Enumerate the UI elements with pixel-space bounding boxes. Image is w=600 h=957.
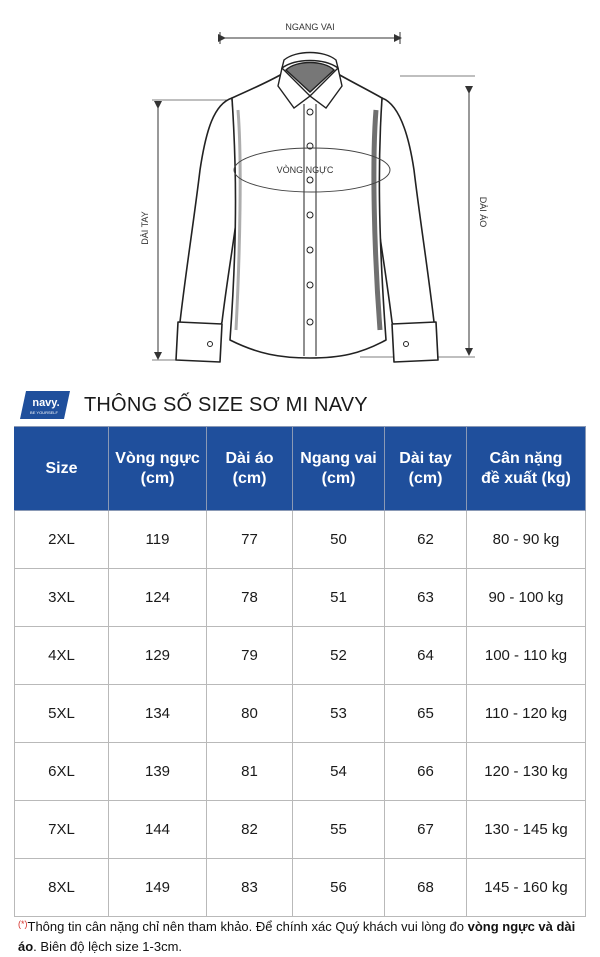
table-cell: 65 [385,685,467,743]
table-cell: 110 - 120 kg [467,685,586,743]
brand-row [20,386,580,426]
table-cell: 68 [385,859,467,917]
column-header-line1: Vòng ngực [115,449,200,467]
table-cell: 134 [109,685,207,743]
table-cell: 144 [109,801,207,859]
footnote-bold: vòng ngực và dài áo [18,919,576,954]
column-header-line1: Size [45,459,78,477]
column-header [385,427,467,511]
table-cell: 79 [207,627,293,685]
column-header-line2: (cm) [232,469,267,487]
table-cell: 3XL [15,569,109,627]
size-table [14,426,586,917]
column-header-line1: Dài tay [399,449,452,467]
table-cell: 130 - 145 kg [467,801,586,859]
table-cell: 83 [207,859,293,917]
table-cell: 50 [293,511,385,569]
column-header [15,427,109,511]
table-cell: 80 - 90 kg [467,511,586,569]
table-cell: 5XL [15,685,109,743]
table-cell: 51 [293,569,385,627]
table-cell: 82 [207,801,293,859]
table-body [15,511,586,917]
table-cell: 55 [293,801,385,859]
shirt-illustration [0,0,600,380]
table-cell: 63 [385,569,467,627]
table-cell: 139 [109,743,207,801]
table-cell: 124 [109,569,207,627]
column-header [467,427,586,511]
navy-logo [20,389,70,421]
table-cell: 120 - 130 kg [467,743,586,801]
column-header-line2: (cm) [140,469,175,487]
column-header-line2: đề xuất (kg) [481,469,571,487]
table-cell: 90 - 100 kg [467,569,586,627]
length-label: DÀI ÁO [478,196,488,228]
footnote [18,917,583,957]
table-cell: 2XL [15,511,109,569]
logo-tagline: BE YOURSELF [30,410,58,415]
shirt-measurement-diagram [0,0,600,380]
table-cell: 129 [109,627,207,685]
column-header [293,427,385,511]
table-cell: 64 [385,627,467,685]
column-header [207,427,293,511]
table-cell: 119 [109,511,207,569]
table-row [15,859,586,917]
column-header-line1: Dài áo [225,449,274,467]
logo-text: navy. [32,397,60,409]
column-header-line1: Ngang vai [300,449,377,467]
table-cell: 81 [207,743,293,801]
footnote-mark: (*) [18,919,28,929]
column-header [109,427,207,511]
table-row [15,685,586,743]
shoulder-label: NGANG VAI [285,22,335,32]
table-cell: 67 [385,801,467,859]
column-header-line2: (cm) [321,469,356,487]
table-cell: 62 [385,511,467,569]
table-cell: 56 [293,859,385,917]
table-row [15,743,586,801]
table-cell: 8XL [15,859,109,917]
table-header-row [15,427,586,511]
table-cell: 149 [109,859,207,917]
table-cell: 4XL [15,627,109,685]
chest-label: VÒNG NGỰC [276,165,334,175]
table-row [15,801,586,859]
table-cell: 53 [293,685,385,743]
table-row [15,569,586,627]
table-cell: 78 [207,569,293,627]
table-cell: 100 - 110 kg [467,627,586,685]
table-row [15,511,586,569]
sleeve-label: DÀI TAY [140,211,150,245]
table-cell: 66 [385,743,467,801]
footnote-text-2: . Biên độ lệch size 1-3cm. [33,939,183,954]
page-title: THÔNG SỐ SIZE SƠ MI NAVY [84,394,368,416]
table-row [15,627,586,685]
table-cell: 54 [293,743,385,801]
table-cell: 6XL [15,743,109,801]
table-cell: 52 [293,627,385,685]
table-cell: 7XL [15,801,109,859]
column-header-line1: Cân nặng [489,449,563,467]
table-cell: 145 - 160 kg [467,859,586,917]
table-cell: 77 [207,511,293,569]
table-cell: 80 [207,685,293,743]
footnote-text-1: Thông tin cân nặng chỉ nên tham khảo. Để chính xác Quý khách vui lòng đo [27,919,468,934]
column-header-line2: (cm) [408,469,443,487]
